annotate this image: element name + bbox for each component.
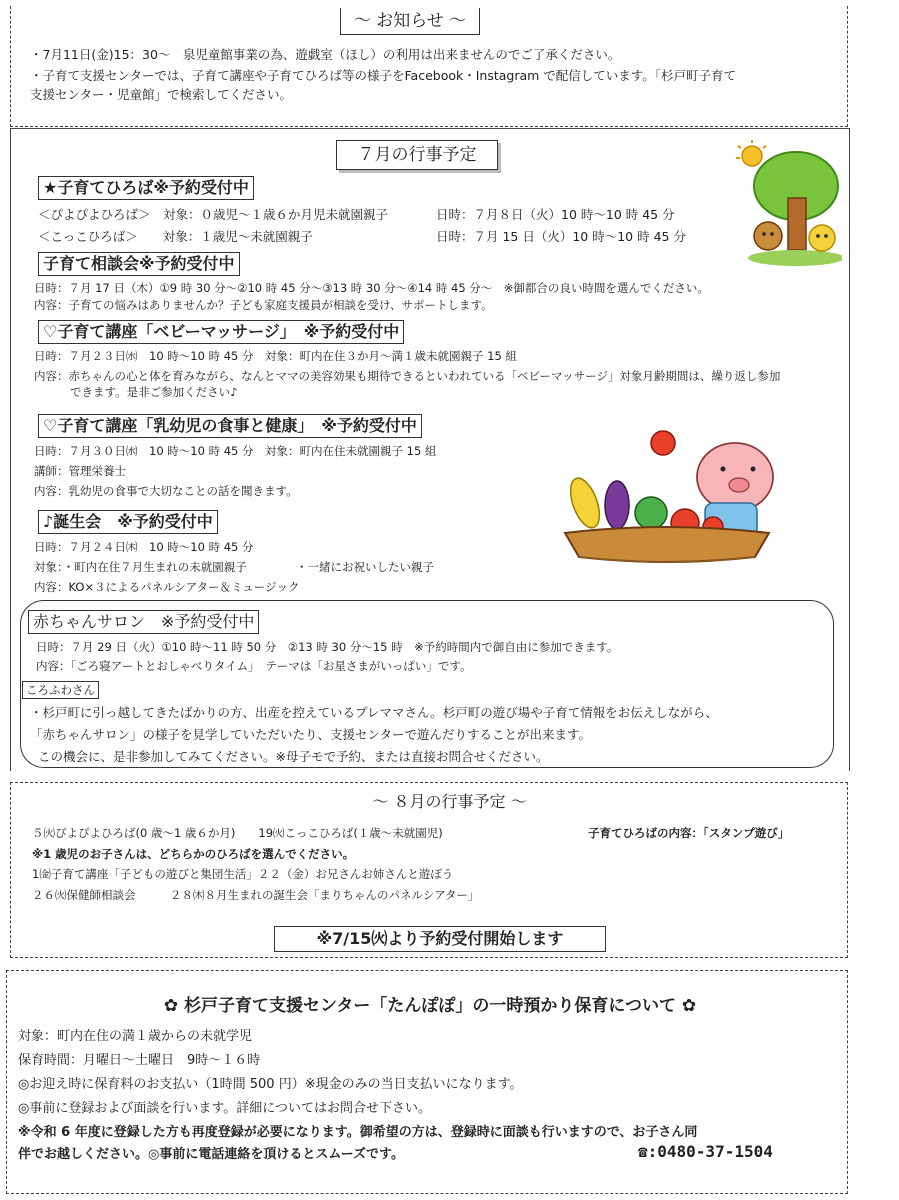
- dandelion-icon-left: ✿: [163, 996, 179, 1016]
- tanjoukai-line-1: 日時：７月２４日㈭ 10 時～10 時 45 分: [34, 540, 254, 554]
- salon-line-1: 日時：７月 29 日（火）①10 時～11 時 50 分 ②13 時 30 分～15 時 ※予約時間内で御自由に参加できます。: [36, 640, 619, 654]
- shokuji-line-1: 日時：７月３０日㈬ 10 時～10 時 45 分 対象：町内在住未就園親子 15 組: [34, 444, 437, 458]
- hiroba-row2-date: 日時：７月 15 日（火）10 時～10 時 45 分: [436, 229, 686, 244]
- massage-heading: ♡子育て講座「ベビーマッサージ」 ※予約受付中: [38, 320, 404, 344]
- salon-heading: 赤ちゃんサロン ※予約受付中: [28, 610, 259, 634]
- salon-sub-heading: ころふわさん: [22, 681, 99, 699]
- tanpopo-title: 杉戸子育て支援センター「たんぽぽ」の一時預かり保育について: [184, 996, 676, 1016]
- phone-number: ☎:0480-37-1504: [638, 1142, 773, 1161]
- shokuji-line-3: 内容：乳幼児の食事で大切なことの話を聞きます。: [34, 484, 298, 498]
- hiroba-heading: ★子育てひろば※予約受付中: [38, 176, 254, 200]
- tree-bears-illustration: [730, 138, 842, 268]
- hiroba-row1-date: 日時：７月８日（火）10 時～10 時 45 分: [436, 207, 675, 222]
- tanpopo-line-4: ◎事前に登録および面談を行います。詳細についてはお問合せ下さい。: [18, 1101, 432, 1116]
- dandelion-icon-right: ✿: [681, 996, 697, 1016]
- massage-line-3: できます。是非ご参加ください♪: [70, 385, 238, 399]
- tanpopo-line-5: ※令和 6 年度に登録した方も再度登録が必要になります。御希望の方は、登録時に面談も行いますので、お子さん同: [18, 1125, 698, 1140]
- pig-vegetables-illustration: [555, 425, 785, 575]
- soudan-line-1: 日時：７月 17 日（木）①9 時 30 分～②10 時 45 分～③13 時 30 分～④14 時 45 分～ ※御都合の良い時間を選んでください。: [34, 281, 709, 295]
- notice-line-1: ・7月11日(金)15：30～ 泉児童館事業の為、遊戯室（ほし）の利用は出来ませんのでご了承ください。: [30, 47, 621, 62]
- tanjoukai-line-3: 内容：KO×３によるパネルシアター＆ミュージック: [34, 580, 300, 594]
- massage-line-2: 内容：赤ちゃんの心と体を育みながら、なんとママの美容効果も期待できるといわれている「ベビーマッサージ」対象月齢期間は、繰り返し参加: [34, 369, 781, 383]
- august-line-3: 1㈮子育て講座「子どもの遊びと集団生活」２２（金）お兄さんお姉さんと遊ぼう: [32, 867, 454, 881]
- hiroba-row1-name: ＜ぴよぴよひろば＞ 対象：０歳児～１歳６か月児未就園親子: [38, 207, 389, 222]
- august-line-2: ※1 歳児のお子さんは、どちらかのひろばを選んでください。: [32, 847, 355, 861]
- august-line-1b: 子育てひろばの内容：「スタンプ遊び」: [588, 826, 790, 840]
- tanjoukai-heading: ♪誕生会 ※予約受付中: [38, 510, 218, 534]
- tanjoukai-line-2a: 対象：・町内在住７月生まれの未就園親子: [34, 560, 247, 574]
- hiroba-row2-name: ＜こっこひろば＞ 対象：１歳児～未就園親子: [38, 229, 313, 244]
- shokuji-line-2: 講師：管理栄養士: [34, 464, 126, 478]
- soudan-heading: 子育て相談会※予約受付中: [38, 252, 240, 276]
- notice-line-2: ・子育て支援センターでは、子育て講座や子育てひろば等の様子をFacebook・Instagram で配信しています。「杉戸町子育て: [30, 68, 737, 83]
- tanpopo-line-6: 伴でお越しください。◎事前に電話連絡を頂けるとスムーズです。: [18, 1147, 405, 1162]
- tanpopo-line-1: 対象：町内在住の満１歳からの未就学児: [18, 1029, 253, 1044]
- reservation-start-banner: ※7/15㈫より予約受付開始します: [274, 926, 606, 952]
- tanjoukai-line-2b: ・一緒にお祝いしたい親子: [296, 560, 434, 574]
- august-line-4: ２６㈫保健師相談会 ２８㈭８月生まれの誕生会「まりちゃんのパネルシアター」: [32, 888, 480, 902]
- salon-line-5: この機会に、是非参加してみてください。※母子モで予約、または直接お問合せください。: [38, 749, 549, 764]
- soudan-line-2: 内容：子育ての悩みはありませんか？子ども家庭支援員が相談を受け、サポートします。: [34, 298, 493, 312]
- shokuji-heading: ♡子育て講座「乳幼児の食事と健康」 ※予約受付中: [38, 414, 422, 438]
- august-line-1a: ５㈫ぴよぴよひろば(0 歳～1 歳６か月) 19㈫こっこひろば(１歳～未就園児): [32, 826, 443, 840]
- notice-title: ～ お知らせ ～: [340, 8, 480, 35]
- massage-line-1: 日時：７月２３日㈬ 10 時～10 時 45 分 対象：町内在住３か月～満１歳未就園親子 15 組: [34, 349, 517, 363]
- july-title: ７月の行事予定: [336, 140, 498, 170]
- notice-line-3: 支援センター・児童館」で検索してください。: [30, 87, 293, 102]
- tanpopo-title-row: [0, 994, 860, 1018]
- tanpopo-line-3: ◎お迎え時に保育料のお支払い（1時間 500 円）※現金のみの当日支払いになります。: [18, 1077, 523, 1092]
- august-title: ～ ８月の行事予定 ～: [372, 792, 527, 811]
- salon-line-2: 内容：「ごろ寝アートとおしゃべりタイム」 テーマは「お星さまがいっぱい」です。: [36, 659, 472, 673]
- salon-line-4: 「赤ちゃんサロン」の様子を見学していただいたり、支援センターで遊んだりすることが出来ます。: [30, 727, 592, 742]
- salon-line-3: ・杉戸町に引っ越してきたばかりの方、出産を控えているプレママさん。杉戸町の遊び場や子育て情報をお伝えしながら、: [30, 705, 718, 720]
- tanpopo-line-2: 保育時間：月曜日～土曜日 9時～１６時: [18, 1053, 261, 1068]
